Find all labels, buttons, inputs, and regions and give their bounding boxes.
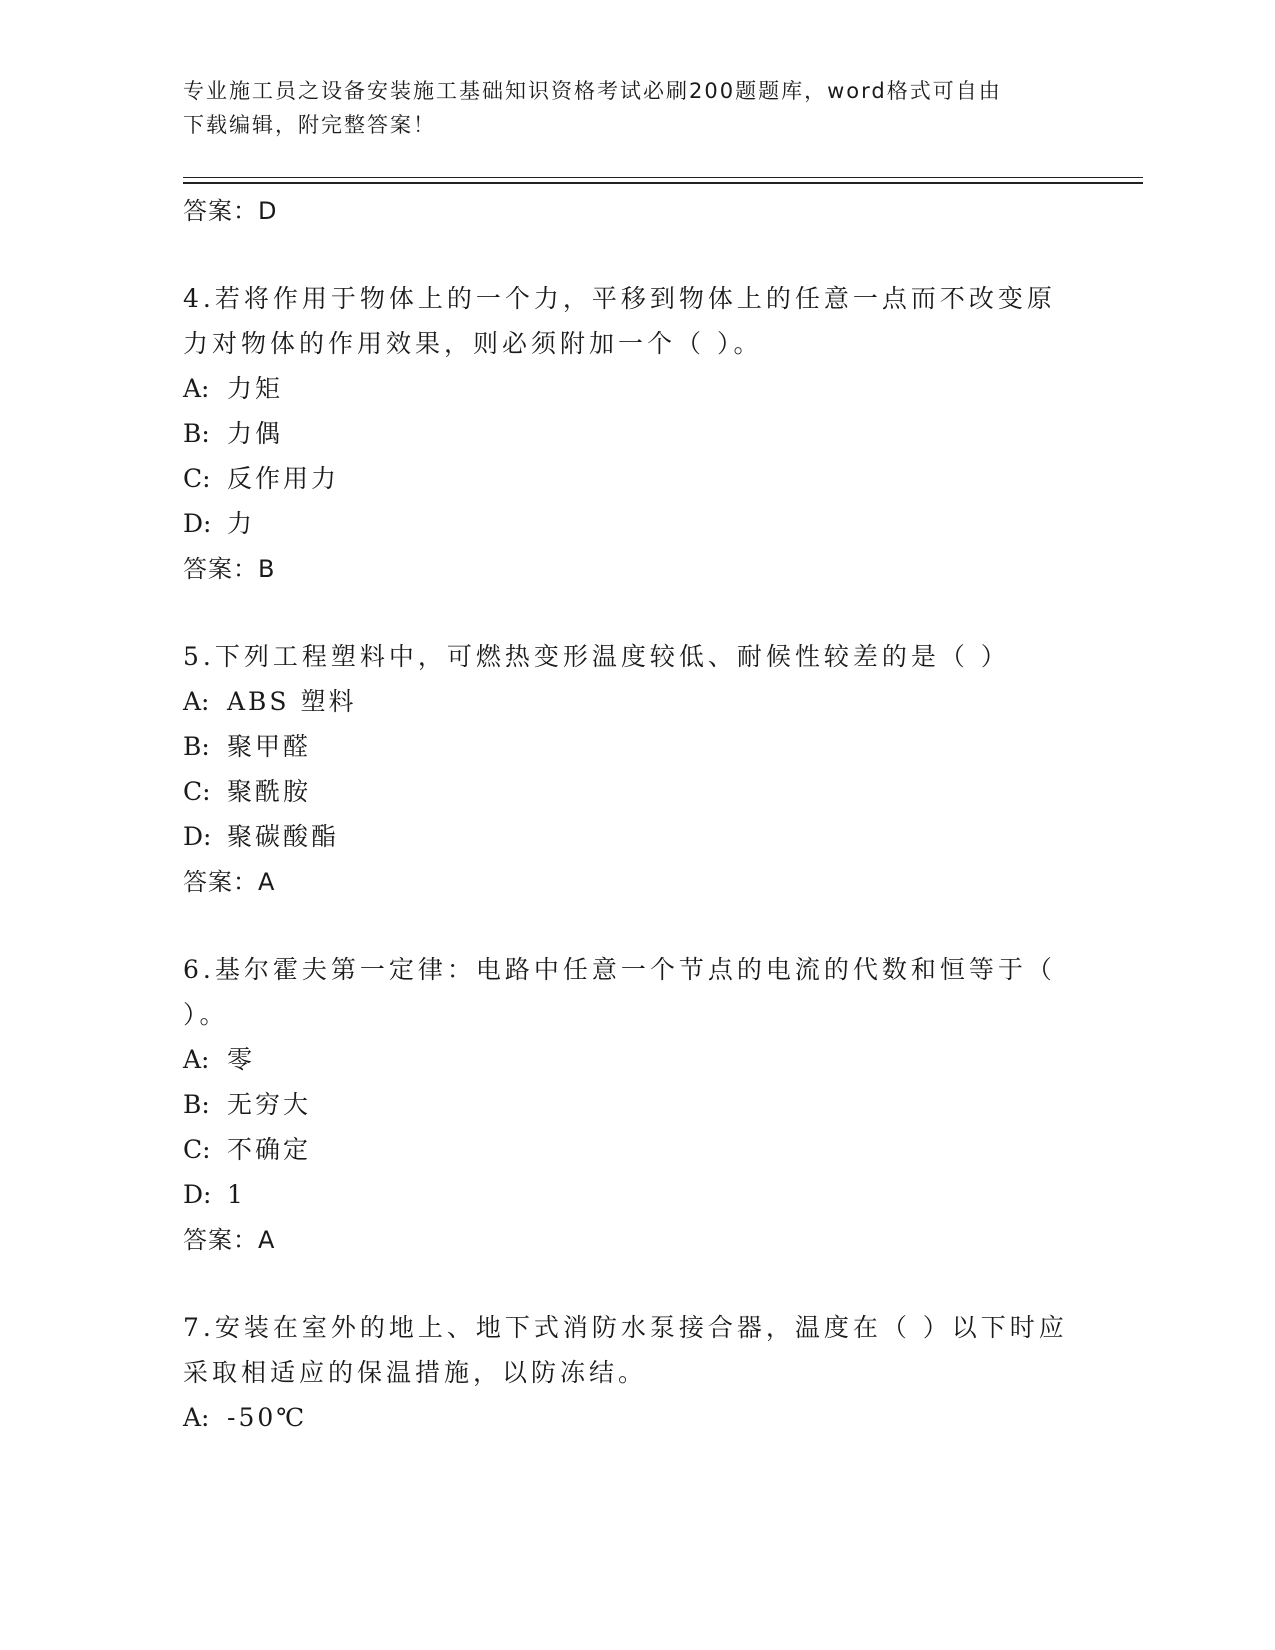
option-text: 聚碳酸酯 xyxy=(227,822,340,851)
answer-line: 答案：A xyxy=(183,868,276,896)
option-key: B: xyxy=(183,1090,210,1119)
option-d xyxy=(183,1172,1083,1217)
option-a xyxy=(183,1395,1083,1440)
option-b xyxy=(183,724,1083,769)
header-title-line1: 专业施工员之设备安装施工基础知识资格考试必刷200题题库，word格式可自由 xyxy=(183,79,1002,103)
option-key: A: xyxy=(183,1045,210,1074)
option-a xyxy=(183,366,1083,411)
option-d xyxy=(183,814,1083,859)
option-key: C: xyxy=(183,777,211,806)
document-header xyxy=(183,74,1083,142)
option-text: 力偶 xyxy=(227,419,284,448)
answer-line: 答案：A xyxy=(183,1226,276,1254)
option-text: 不确定 xyxy=(227,1135,312,1164)
question-text: 5.下列工程塑料中，可燃热变形温度较低、耐候性较差的是（ ） xyxy=(183,642,1010,671)
answer-line: 答案：D xyxy=(183,197,278,225)
option-key: B: xyxy=(183,732,210,761)
option-text: ABS 塑料 xyxy=(227,687,357,716)
answer-line: 答案：B xyxy=(183,555,276,583)
option-text: 力矩 xyxy=(227,374,284,403)
option-text: 力 xyxy=(227,509,256,538)
option-c xyxy=(183,456,1083,501)
option-key: A: xyxy=(183,1403,210,1432)
option-key: B: xyxy=(183,419,210,448)
document-body xyxy=(183,188,1083,1440)
option-text: 聚酰胺 xyxy=(227,777,312,806)
option-key: D: xyxy=(183,1180,212,1209)
option-text: -50℃ xyxy=(227,1403,308,1432)
question-block xyxy=(183,947,1083,1263)
question-block xyxy=(183,1305,1083,1440)
option-a xyxy=(183,679,1083,724)
header-rule-thin xyxy=(183,177,1143,178)
question-block xyxy=(183,276,1083,592)
option-key: C: xyxy=(183,464,211,493)
question-text: 4.若将作用于物体上的一个力，平移到物体上的任意一点而不改变原力对物体的作用效果，则必须附加一个（ ）。 xyxy=(183,284,1056,358)
option-key: A: xyxy=(183,374,210,403)
question-text: 7.安装在室外的地上、地下式消防水泵接合器，温度在（ ）以下时应采取相适应的保温措施，以防冻结。 xyxy=(183,1313,1068,1387)
header-rule-thick xyxy=(183,182,1143,184)
option-text: 1 xyxy=(227,1180,246,1209)
option-key: C: xyxy=(183,1135,211,1164)
option-c xyxy=(183,1127,1083,1172)
option-key: A: xyxy=(183,687,210,716)
option-b xyxy=(183,1082,1083,1127)
option-d xyxy=(183,501,1083,546)
header-title-line2: 下载编辑，附完整答案！ xyxy=(183,113,436,137)
option-b xyxy=(183,411,1083,456)
option-c xyxy=(183,769,1083,814)
option-key: D: xyxy=(183,822,212,851)
option-a xyxy=(183,1037,1083,1082)
question-text: 6.基尔霍夫第一定律：电路中任意一个节点的电流的代数和恒等于（ ）。 xyxy=(183,955,1056,1029)
question-block xyxy=(183,634,1083,905)
option-text: 反作用力 xyxy=(227,464,340,493)
option-text: 聚甲醛 xyxy=(227,732,312,761)
option-text: 无穷大 xyxy=(227,1090,312,1119)
option-text: 零 xyxy=(227,1045,256,1074)
option-key: D: xyxy=(183,509,212,538)
